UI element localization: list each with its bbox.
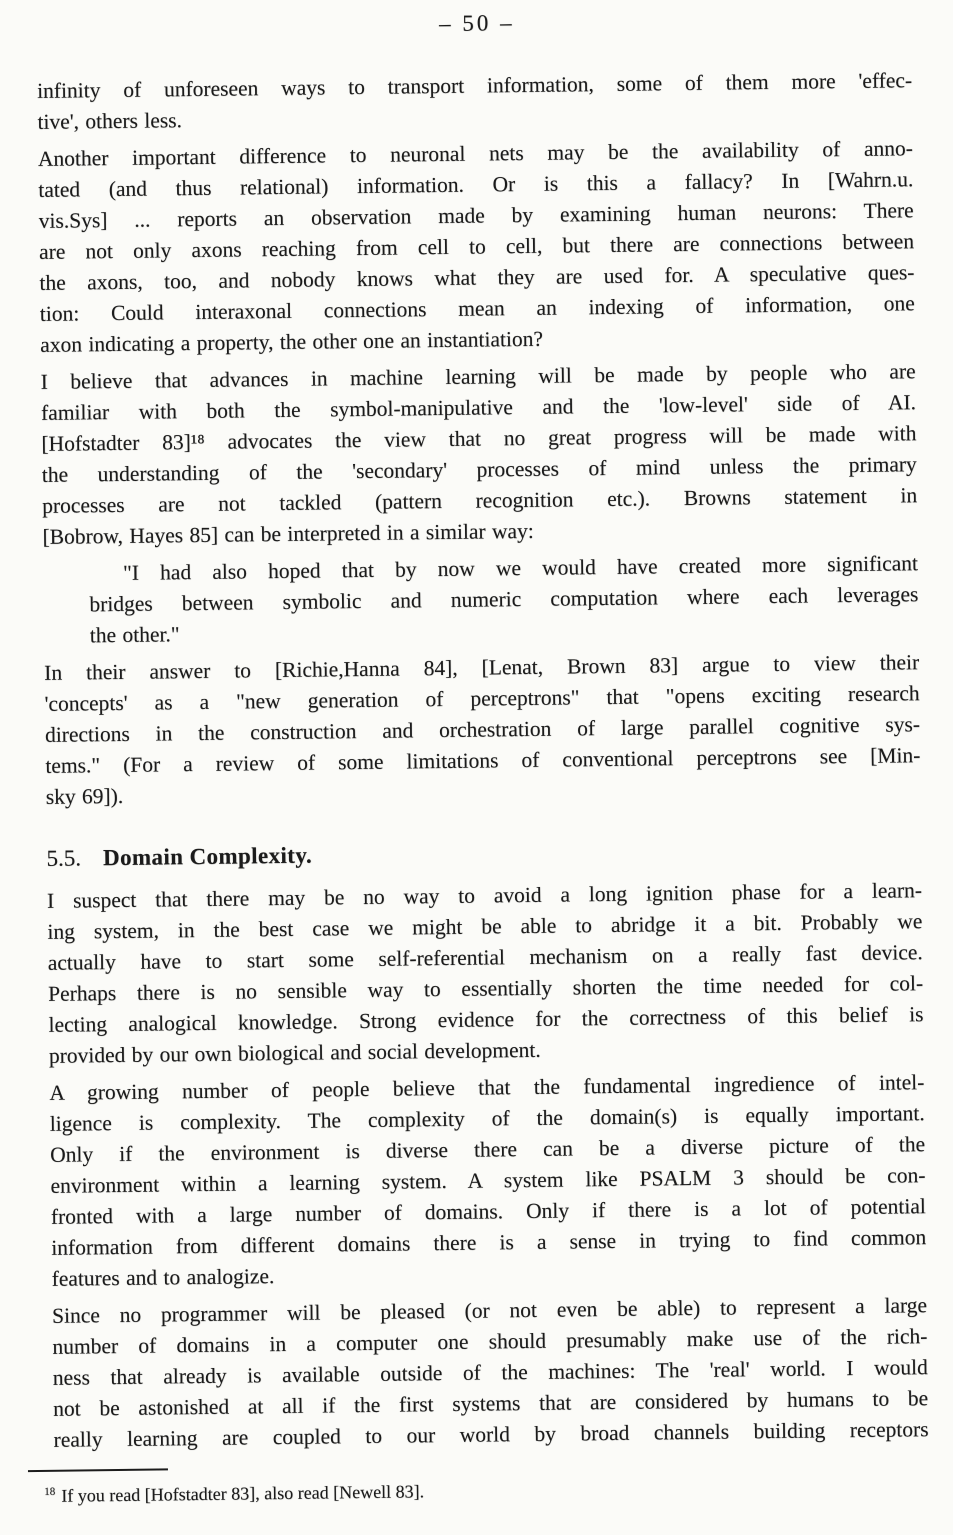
text-line: the axons, too, and nobody knows what they are used for. A speculative ques- — [39, 260, 915, 295]
paragraph — [49, 1067, 927, 1295]
text-line: tive', others less. — [37, 108, 183, 134]
text-line: ligence is complexity. The complexity of the domain(s) is equally important. — [49, 1101, 925, 1136]
footnote-marker: 18 — [44, 1485, 56, 1498]
footnote — [18, 1459, 953, 1509]
text-line: A growing number of people believe that the fundamental ingredience of intel- — [49, 1070, 925, 1105]
text-line: infinity of unforeseen ways to transport information, some of them more 'effec- — [36, 68, 913, 103]
text-line: vis.Sys] ... reports an observation made by examining human neurons: There — [38, 198, 914, 233]
text-line: bridges between symbolic and numeric computation where each leverages — [89, 582, 919, 617]
text-line: are not only axons reaching from cell to cell, but there are connections between — [38, 229, 915, 264]
section-number: 5.5. — [46, 845, 82, 871]
footnote-body: If you read [Hofstadter 83], also read [Newell 83]. — [61, 1481, 425, 1506]
text-line: environment within a learning system. A system like PSALM 3 should be con- — [50, 1163, 926, 1198]
text-line: familiar with both the symbol-manipulative and the 'low-level' side of AI. — [40, 390, 917, 425]
text-line: [Hofstadter 83]¹⁸ advocates the view that no great progress will be made with — [41, 421, 917, 456]
text-line: information from different domains there is a sense in trying to find common — [51, 1225, 927, 1260]
text-line: features and to analogize. — [51, 1264, 275, 1291]
text-line: provided by our own biological and social development. — [48, 1037, 541, 1068]
text-line: directions in the construction and orchestration of large parallel cognitive sys- — [44, 712, 921, 747]
text-line: Only if the environment is diverse there can be a diverse picture of the — [49, 1132, 926, 1167]
text-line: processes are not tackled (pattern recognition etc.). Browns statement in — [42, 483, 918, 518]
text-line: the other." — [89, 622, 180, 648]
paragraph — [37, 65, 913, 138]
section-heading — [46, 832, 921, 874]
text-line: "I had also hoped that by now we would have created more significant — [122, 551, 919, 585]
text-line: ness that already is available outside of the machines: The 'real' world. I would — [52, 1355, 928, 1390]
text-line: I suspect that there may be no way to avoid a long ignition phase for a learn- — [46, 878, 923, 913]
text-line: In their answer to [Richie,Hanna 84], [Lenat, Brown 83] argue to view their — [44, 650, 920, 685]
paragraph — [44, 647, 921, 813]
block-quote — [89, 548, 919, 651]
text-line: fronted with a large number of domains. Only if there is a lot of potential — [50, 1194, 926, 1229]
text-line: the understanding of the 'secondary' processes of mind unless the primary — [41, 452, 917, 487]
footnote-text — [44, 1469, 953, 1508]
text-line: Another important difference to neuronal nets may be the availability of anno- — [37, 136, 914, 171]
footnote-divider — [28, 1468, 168, 1472]
page-number: – 50 – — [438, 10, 515, 37]
text-line: sky 69]). — [45, 783, 124, 809]
text-line: tated (and thus relational) information. Or is this a fallacy? In [Wahrn.u. — [38, 167, 914, 202]
text-line: Since no programmer will be pleased (or not even be able) to represent a large — [51, 1293, 928, 1328]
section-title: Domain Complexity. — [102, 842, 313, 871]
paragraph — [38, 133, 916, 361]
text-line: axon indicating a property, the other one an instantiation? — [40, 326, 544, 357]
paragraph — [47, 875, 924, 1072]
text-line: Perhaps there is no sensible way to essentially shorten the time needed for col- — [47, 971, 924, 1006]
text-line: tems." (For a review of some limitations of conventional perceptrons see [Min- — [45, 743, 921, 778]
text-line: ing system, in the best case we might be able to abridge it a bit. Probably we — [47, 909, 923, 944]
text-line: I believe that advances in machine learning will be made by people who are — [40, 359, 916, 394]
text-line: lecting analogical knowledge. Strong evidence for the correctness of this belief is — [48, 1002, 924, 1037]
text-line: not be astonished at all if the first systems that are considered by humans to be — [53, 1386, 929, 1421]
text-line: tion: Could interaxonal connections mean an indexing of information, one — [39, 291, 915, 326]
paragraph — [40, 356, 917, 553]
text-line: actually have to start some self-referential mechanism on a really fast device. — [47, 940, 923, 975]
text-line: number of domains in a computer one should presumably make use of the rich- — [52, 1324, 928, 1359]
text-line: 'concepts' as a "new generation of perceptrons" that "opens exciting research — [44, 681, 920, 716]
text-line: really learning are coupled to our world by broad channels building receptors — [53, 1417, 929, 1452]
paragraph — [52, 1290, 929, 1456]
page-content — [37, 65, 929, 1456]
text-line: [Bobrow, Hayes 85] can be interpreted in a similar way: — [42, 518, 534, 549]
